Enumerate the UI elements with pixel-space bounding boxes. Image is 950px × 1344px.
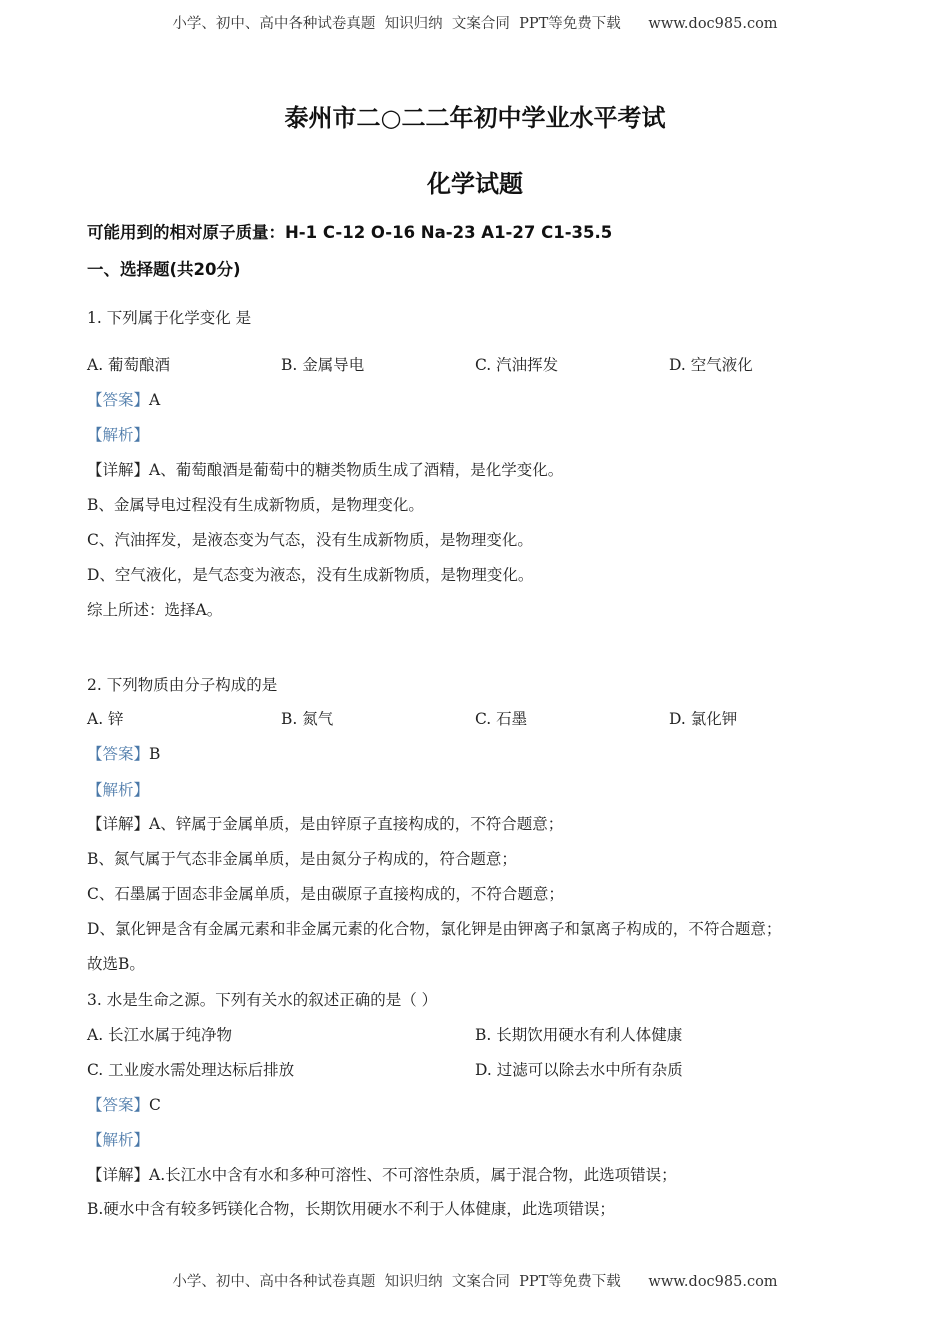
detail-label: 【详解】 — [87, 815, 150, 833]
q3-analysis-label: 【解析】 — [87, 1131, 150, 1149]
q3-detail-text: A.长江水中含有水和多种可溶性、不可溶性杂质，属于混合物，此选项错误； — [149, 1166, 677, 1184]
q2-option-a: A. 锌 — [87, 710, 124, 728]
q3-option-a: A. 长江水属于纯净物 — [87, 1026, 233, 1044]
q1-explanation-line: C、汽油挥发，是液态变为气态，没有生成新物质，是物理变化。 — [87, 531, 533, 549]
q3-option-d: D. 过滤可以除去水中所有杂质 — [475, 1061, 683, 1079]
q2-explanation-line: B、氮气属于气态非金属单质，是由氮分子构成的，符合题意； — [87, 850, 517, 868]
q2-option-b: B. 氮气 — [281, 710, 334, 728]
q2-option-d: D. 氯化钾 — [669, 710, 738, 728]
q3-detail — [87, 1163, 677, 1185]
q1-option-b: B. 金属导电 — [281, 356, 365, 374]
q2-answer-value: B — [149, 745, 161, 763]
page-footer: 小学、初中、高中各种试卷真题 知识归纳 文案合同 PPT等免费下载 www.doc985.com — [172, 1274, 778, 1290]
detail-label: 【详解】 — [87, 461, 150, 479]
q3-answer — [87, 1093, 161, 1115]
q2-conclusion: 故选B。 — [87, 955, 145, 973]
answer-label: 【答案】 — [87, 1096, 150, 1114]
page-header: 小学、初中、高中各种试卷真题 知识归纳 文案合同 PPT等免费下载 www.doc985.com — [172, 16, 778, 32]
q3-stem: 3. 水是生命之源。下列有关水的叙述正确的是（ ） — [87, 991, 438, 1009]
q1-detail — [87, 458, 563, 480]
q1-explanation-line: D、空气液化，是气态变为液态，没有生成新物质，是物理变化。 — [87, 566, 534, 584]
q3-option-c: C. 工业废水需处理达标后排放 — [87, 1061, 295, 1079]
q1-option-c: C. 汽油挥发 — [475, 356, 559, 374]
q2-detail-text: A、锌属于金属单质，是由锌原子直接构成的，不符合题意； — [149, 815, 564, 833]
q1-detail-text: A、葡萄酿酒是葡萄中的糖类物质生成了酒精，是化学变化。 — [149, 461, 564, 479]
q2-answer — [87, 742, 160, 764]
atomic-masses: 可能用到的相对原子质量：H-1 C-12 O-16 Na-23 A1-27 C1-35.5 — [87, 223, 613, 242]
answer-label: 【答案】 — [87, 391, 150, 409]
q2-analysis-label: 【解析】 — [87, 781, 150, 799]
q1-explanation-line: B、金属导电过程没有生成新物质，是物理变化。 — [87, 496, 424, 514]
q2-option-c: C. 石墨 — [475, 710, 528, 728]
q2-detail — [87, 812, 563, 834]
q2-stem: 2. 下列物质由分子构成的是 — [87, 676, 278, 694]
q2-explanation-line: D、氯化钾是含有金属元素和非金属元素的化合物，氯化钾是由钾离子和氯离子构成的，不符合题意； — [87, 920, 782, 938]
q3-explanation-line: B.硬水中含有较多钙镁化合物，长期饮用硬水不利于人体健康，此选项错误； — [87, 1200, 615, 1218]
detail-label: 【详解】 — [87, 1166, 150, 1184]
q3-answer-value: C — [149, 1096, 161, 1114]
q1-conclusion: 综上所述：选择A。 — [87, 601, 223, 619]
exam-subtitle: 化学试题 — [427, 170, 523, 198]
q3-option-b: B. 长期饮用硬水有利人体健康 — [475, 1026, 683, 1044]
exam-title: 泰州市二○二二年初中学业水平考试 — [284, 104, 666, 132]
q1-stem: 1. 下列属于化学变化 是 — [87, 309, 252, 327]
q1-answer — [87, 388, 160, 410]
q2-explanation-line: C、石墨属于固态非金属单质，是由碳原子直接构成的，不符合题意； — [87, 885, 564, 903]
q1-option-d: D. 空气液化 — [669, 356, 753, 374]
q1-answer-value: A — [149, 391, 161, 409]
q1-analysis-label: 【解析】 — [87, 426, 150, 444]
section-heading: 一、选择题(共20分) — [87, 260, 241, 279]
q1-option-a: A. 葡萄酿酒 — [87, 356, 171, 374]
answer-label: 【答案】 — [87, 745, 150, 763]
